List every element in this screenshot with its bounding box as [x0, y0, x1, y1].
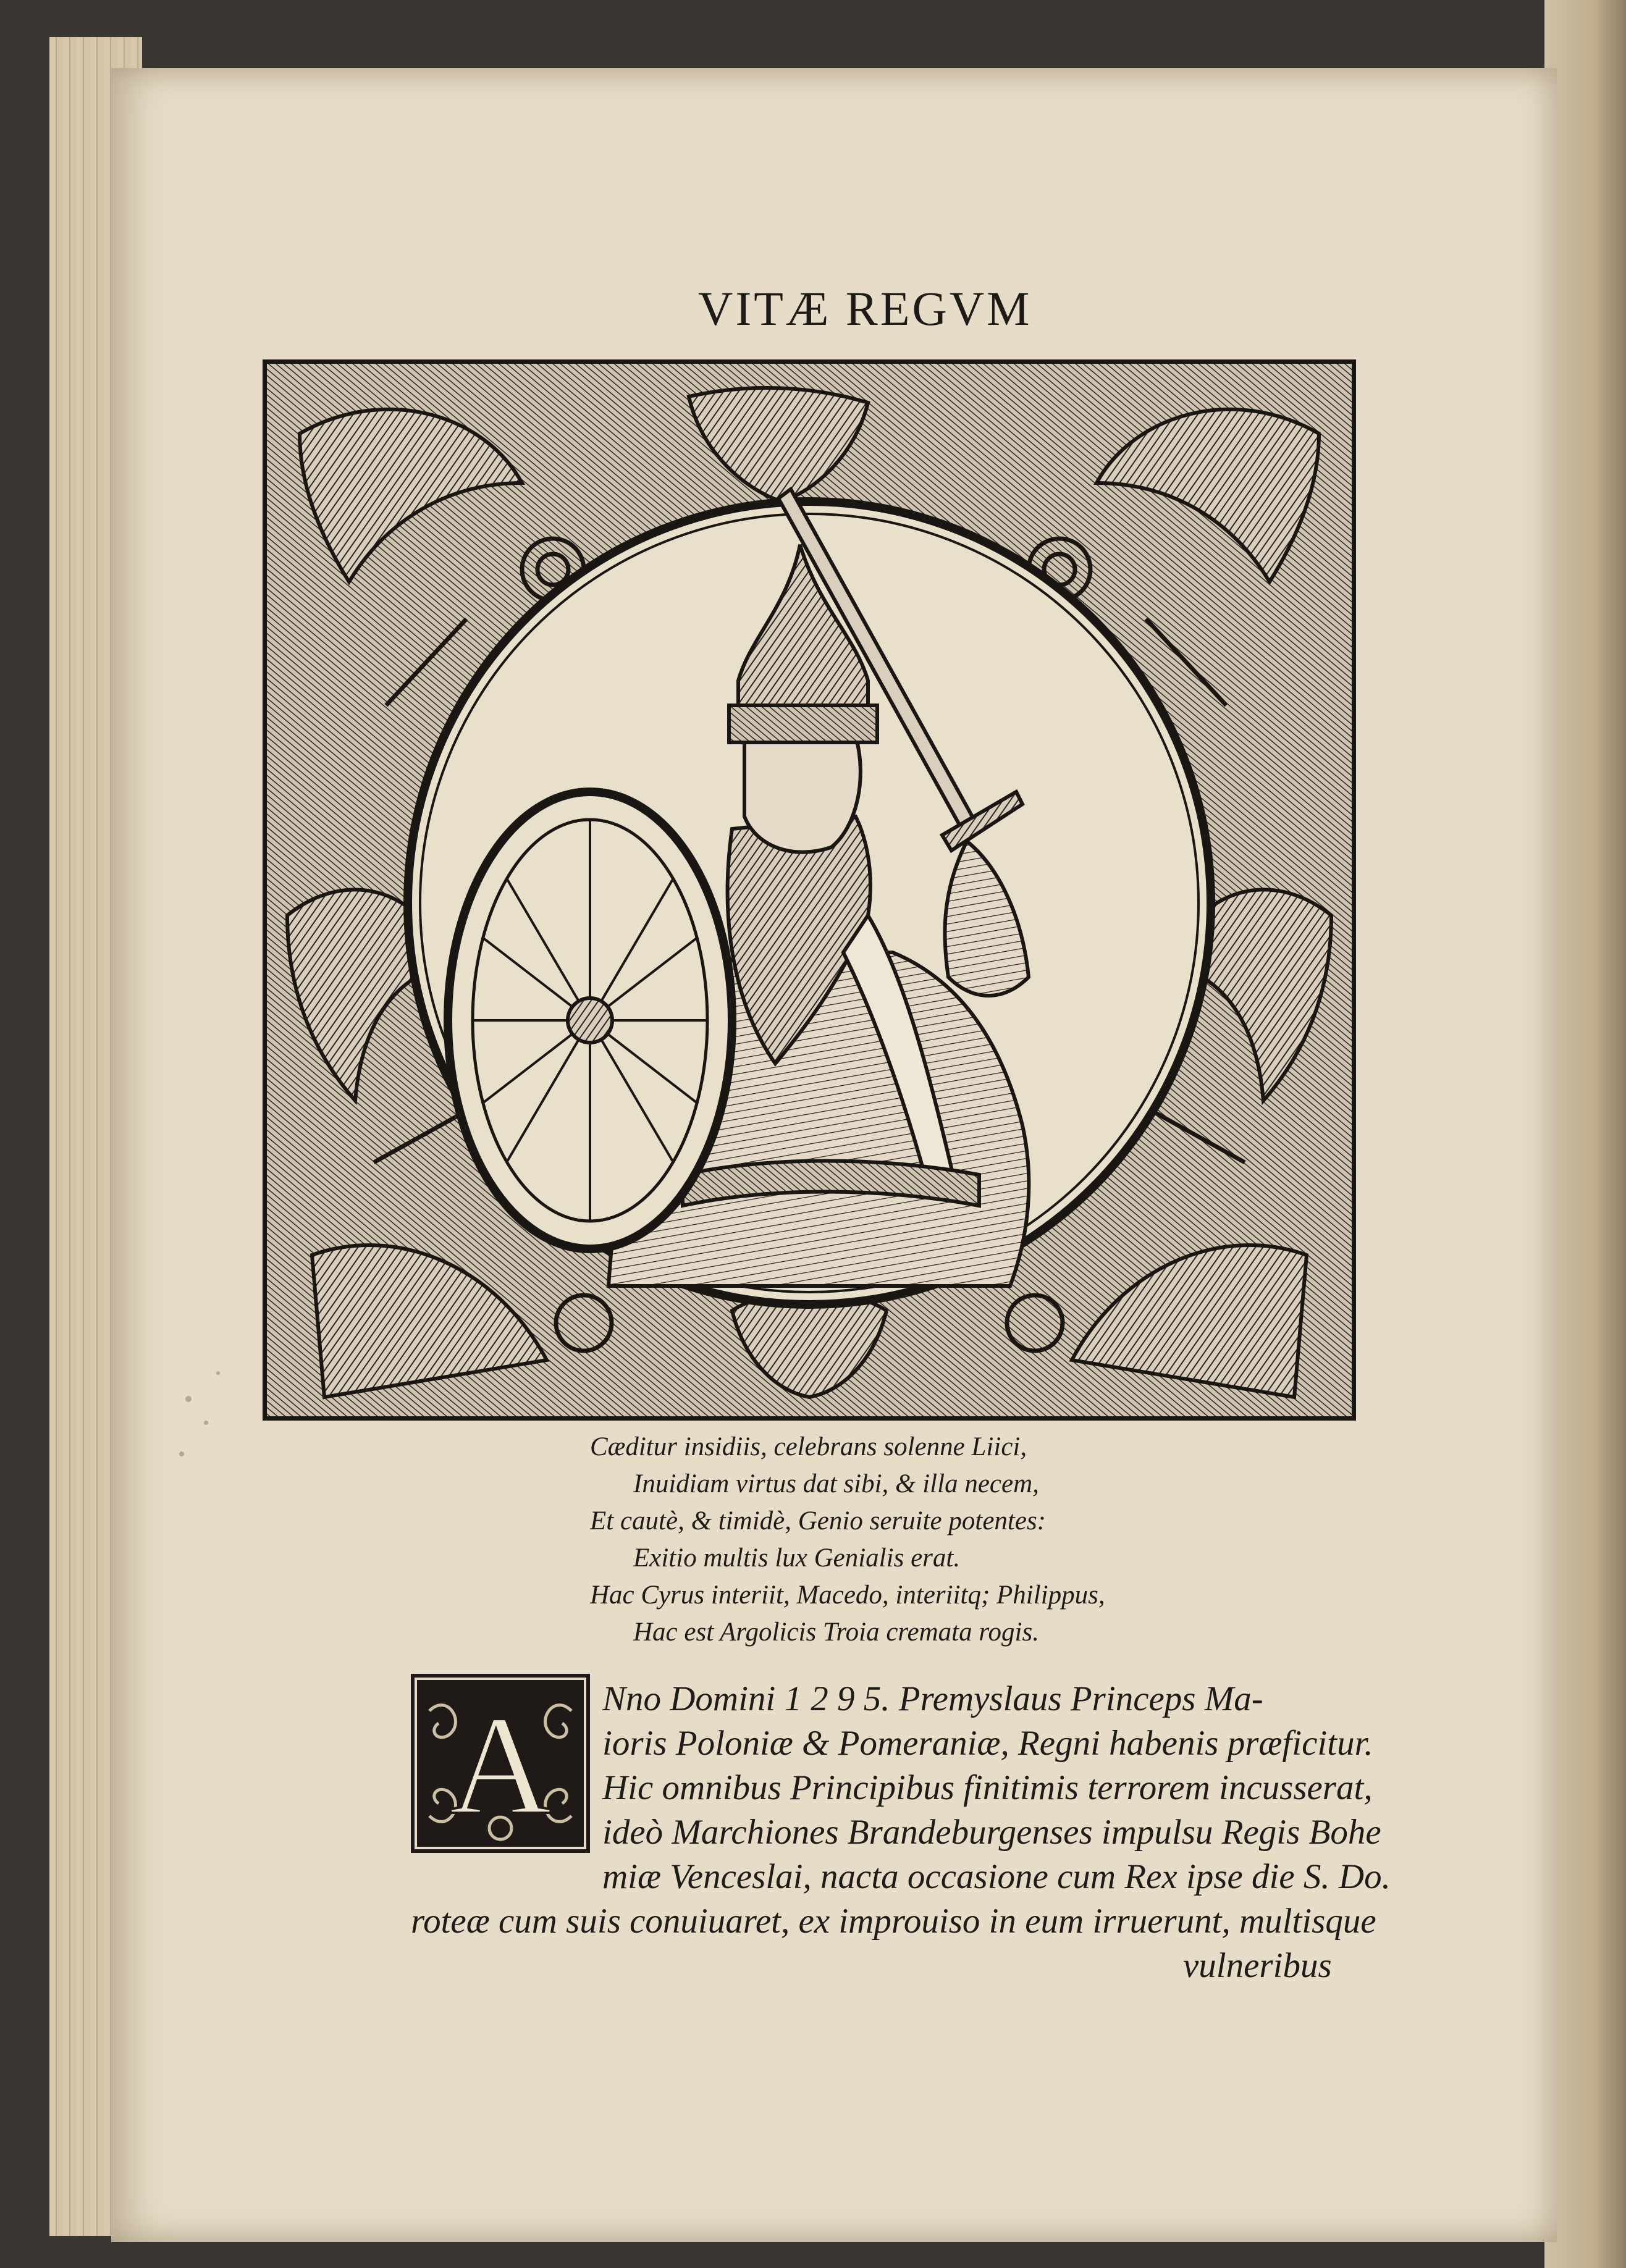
foxing-speck [185, 1396, 192, 1402]
verse-line: Cæditur insidiis, celebrans solenne Liici, [590, 1432, 1027, 1461]
body-line: Hic omnibus Principibus finitimis terrorem incusserat, [602, 1768, 1373, 1807]
body-line: ioris Poloniæ & Pomeraniæ, Regni habenis præficitur. [602, 1724, 1373, 1763]
body-line: miæ Venceslai, nacta occasione cum Rex ipse die S. Do. [602, 1857, 1391, 1896]
catchword: vulneribus [1183, 1946, 1332, 1985]
verse-line: Exitio multis lux Genialis erat. [633, 1544, 961, 1573]
woodcut-illustration [263, 359, 1356, 1421]
decorated-initial-art [411, 1674, 590, 1853]
foxing-speck [216, 1371, 220, 1375]
running-head: VITÆ REGVM [698, 282, 1032, 335]
foxing-speck [204, 1421, 208, 1425]
body-line: roteæ cum suis conuiuaret, ex improuiso in eum irruerunt, multisque [411, 1902, 1376, 1941]
body-line: ideò Marchiones Brandeburgenses impulsu Regis Bohe [602, 1813, 1381, 1852]
verse-line: Hac est Argolicis Troia cremata rogis. [633, 1618, 1039, 1647]
initial-letter: A [449, 1686, 552, 1844]
verse-line: Inuidiam virtus dat sibi, & illa necem, [633, 1469, 1039, 1498]
verse-line: Hac Cyrus interiit, Macedo, interiitq; Philippus, [590, 1581, 1105, 1610]
body-line: Nno Domini 1 2 9 5. Premyslaus Princeps Ma- [602, 1679, 1263, 1718]
woodcut-engraving [263, 359, 1356, 1421]
decorated-initial [411, 1674, 590, 1853]
verse-line: Et cautè, & timidè, Genio seruite potentes: [590, 1506, 1046, 1535]
foxing-speck [179, 1451, 184, 1456]
